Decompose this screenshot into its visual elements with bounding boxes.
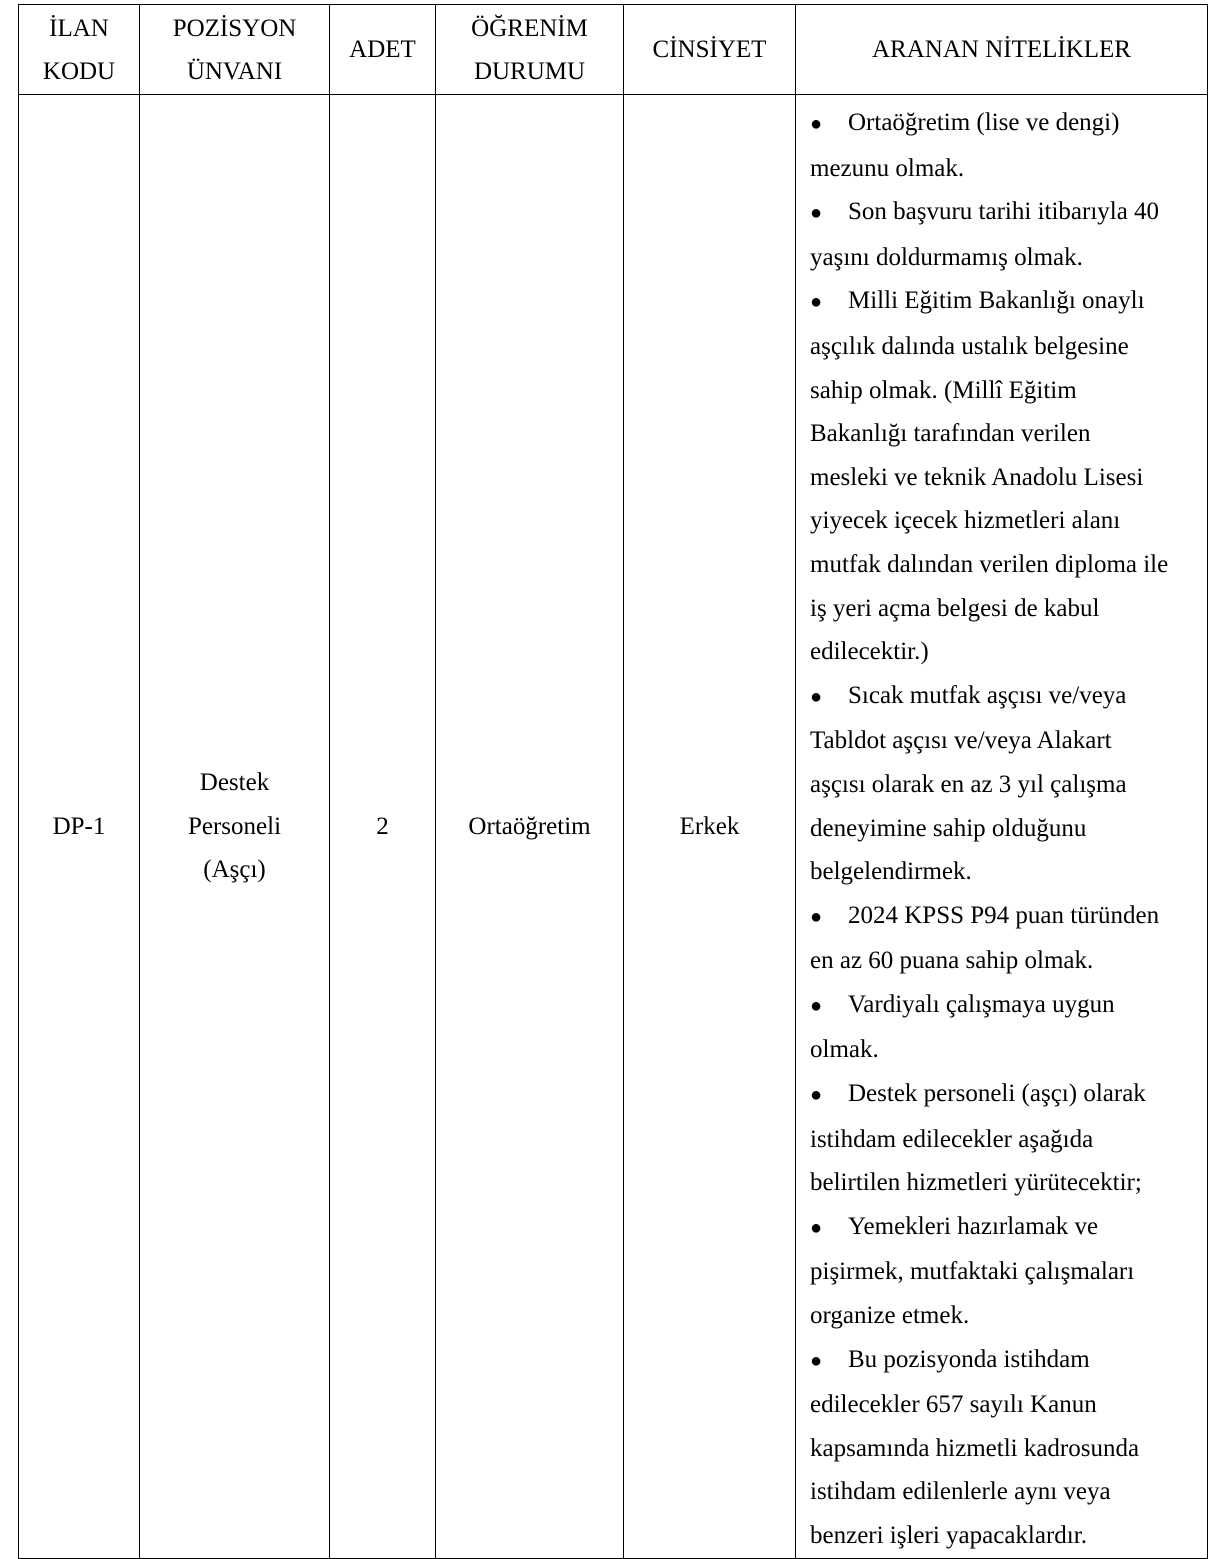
- requirement-text: 2024 KPSS P94 puan türünden: [848, 901, 1160, 929]
- requirement-text: pişirmek, mutfaktaki çalışmaları: [810, 1258, 1135, 1286]
- table-row: [19, 95, 1208, 1559]
- requirement-text: olmak.: [810, 1036, 879, 1064]
- bullet-icon: ●: [810, 202, 823, 225]
- requirement-item: [810, 279, 1199, 673]
- header-ilan-kodu: İLAN KODU: [19, 5, 140, 95]
- requirement-text: edilecekler 657 sayılı Kanun: [810, 1391, 1097, 1419]
- requirement-text: Sıcak mutfak aşçısı ve/veya: [848, 681, 1127, 709]
- requirement-text: Bakanlığı tarafından verilen: [810, 420, 1091, 448]
- requirement-text: aşçılık dalında ustalık belgesine: [810, 332, 1129, 360]
- requirement-text: Milli Eğitim Bakanlığı onaylı: [848, 287, 1145, 315]
- requirement-item: [810, 674, 1199, 894]
- cell-aranan-nitelikler: [796, 95, 1208, 1559]
- requirement-text: deneyimine sahip olduğunu: [810, 814, 1087, 842]
- requirement-item: [810, 1338, 1199, 1558]
- requirement-item: [810, 190, 1199, 279]
- requirement-text: yiyecek içecek hizmetleri alanı: [810, 507, 1121, 535]
- bullet-icon: ●: [810, 1349, 823, 1372]
- requirement-text: aşçısı olarak en az 3 yıl çalışma: [810, 770, 1127, 798]
- requirement-text: sahip olmak. (Millî Eğitim: [810, 376, 1077, 404]
- requirement-text: benzeri işleri yapacaklardır.: [810, 1522, 1087, 1549]
- requirement-text: Yemekleri hazırlamak ve: [848, 1212, 1099, 1240]
- bullet-icon: ●: [810, 685, 823, 708]
- requirement-text: istihdam edilenlerle aynı veya: [810, 1478, 1111, 1506]
- header-cinsiyet: CİNSİYET: [624, 5, 796, 95]
- cell-pozisyon-unvani: Destek Personeli (Aşçı): [140, 95, 330, 1559]
- requirement-text: Destek personeli (aşçı) olarak: [848, 1080, 1146, 1108]
- cell-adet: 2: [330, 95, 436, 1559]
- bullet-icon: ●: [810, 1216, 823, 1239]
- requirement-text: edilecektir.): [810, 638, 929, 666]
- requirement-text: kapsamında hizmetli kadrosunda: [810, 1434, 1140, 1462]
- header-aranan-nitelikler: ARANAN NİTELİKLER: [796, 5, 1208, 95]
- bullet-icon: ●: [810, 113, 823, 135]
- cell-ogrenim-durumu: Ortaöğretim: [436, 95, 624, 1559]
- table-header-row: [19, 5, 1208, 95]
- bullet-icon: ●: [810, 1084, 823, 1107]
- requirement-text: Son başvuru tarihi itibarıyla 40: [848, 198, 1160, 226]
- requirement-text: mezunu olmak.: [810, 154, 965, 182]
- requirement-text: mesleki ve teknik Anadolu Lisesi: [810, 463, 1144, 491]
- requirement-item: [810, 983, 1199, 1072]
- job-listing-table: [18, 4, 1208, 1559]
- requirement-text: Vardiyalı çalışmaya uygun: [848, 990, 1115, 1018]
- cell-ilan-kodu: DP-1: [19, 95, 140, 1559]
- requirement-text: mutfak dalından verilen diploma ile: [810, 550, 1169, 578]
- header-ogrenim-durumu: ÖĞRENİM DURUMU: [436, 5, 624, 95]
- requirement-text: Bu pozisyonda istihdam: [848, 1345, 1090, 1373]
- requirement-item: [810, 1205, 1199, 1338]
- requirement-text: Tabldot aşçısı ve/veya Alakart: [810, 727, 1112, 755]
- bullet-icon: ●: [810, 905, 823, 928]
- requirement-item: [810, 894, 1199, 983]
- requirement-text: Ortaöğretim (lise ve dengi): [848, 109, 1120, 136]
- requirement-text: belgelendirmek.: [810, 858, 972, 886]
- requirement-text: belirtilen hizmetleri yürütecektir;: [810, 1169, 1142, 1197]
- requirement-text: iş yeri açma belgesi de kabul: [810, 594, 1100, 622]
- requirement-text: en az 60 puana sahip olmak.: [810, 947, 1094, 975]
- requirement-item: [810, 101, 1199, 190]
- bullet-icon: ●: [810, 994, 823, 1017]
- requirements-list: [810, 95, 1199, 1558]
- cell-cinsiyet: Erkek: [624, 95, 796, 1559]
- requirement-text: istihdam edilecekler aşağıda: [810, 1125, 1094, 1153]
- header-adet: ADET: [330, 5, 436, 95]
- requirement-text: organize etmek.: [810, 1302, 970, 1330]
- bullet-icon: ●: [810, 291, 823, 314]
- requirement-item: [810, 1072, 1199, 1205]
- requirement-text: yaşını doldurmamış olmak.: [810, 243, 1083, 271]
- header-pozisyon-unvani: POZİSYON ÜNVANI: [140, 5, 330, 95]
